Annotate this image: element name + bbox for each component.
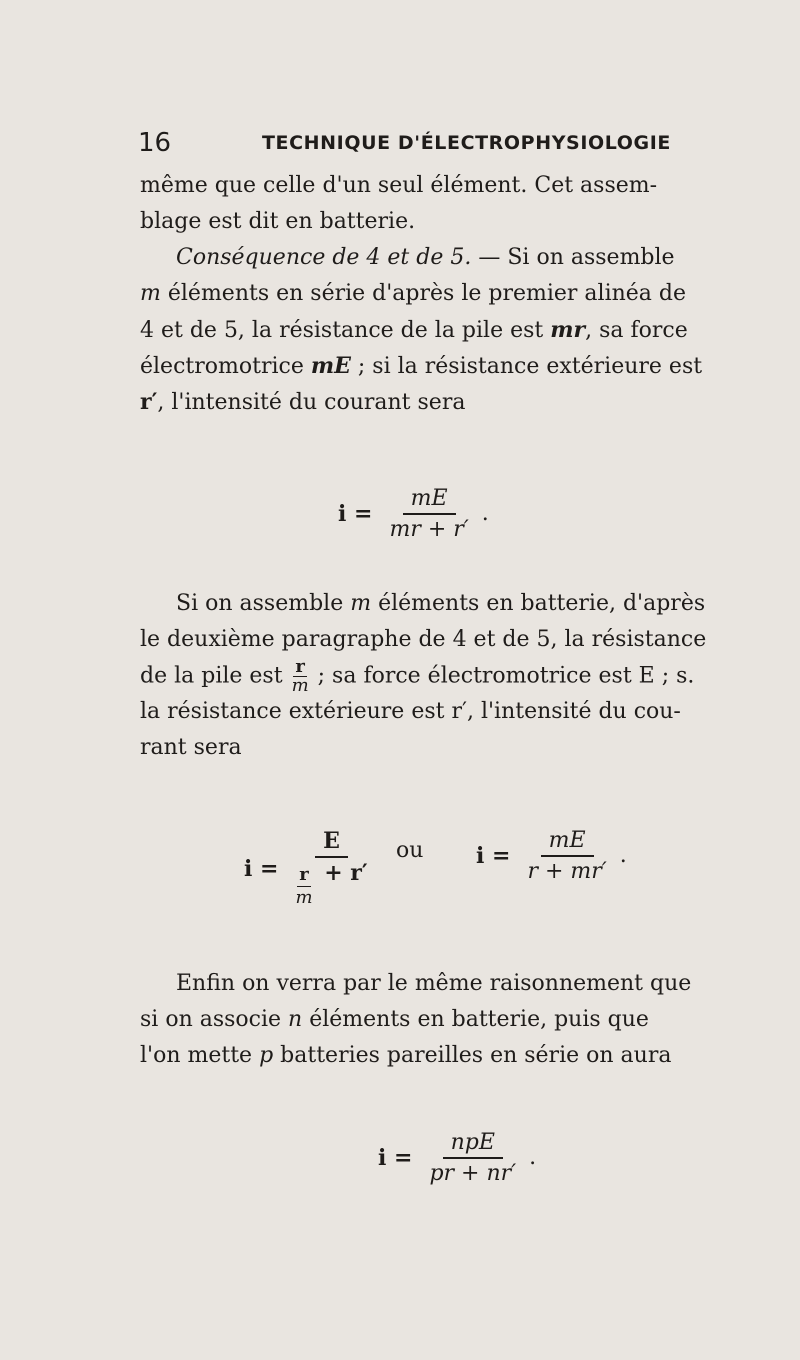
text-fragment: ; si la résistance extérieure est	[350, 354, 703, 379]
text-line: la résistance extérieure est r′, l'intensité du cou-	[140, 699, 681, 724]
text-fragment: ; sa force électromotrice est E ; s.	[310, 663, 695, 689]
text-line	[140, 348, 760, 384]
text-fragment: de la pile est	[140, 663, 290, 689]
text-line	[140, 276, 760, 312]
equation-3	[476, 828, 627, 884]
text-line: même que celle d'un seul élément. Cet assem-	[140, 173, 658, 198]
fraction-numerator: mE	[541, 828, 594, 857]
variable-n: n	[288, 1007, 303, 1032]
equation-lhs: i =	[378, 1145, 413, 1171]
fraction	[389, 486, 468, 542]
equation-period: .	[619, 843, 627, 868]
equation-lhs: i =	[244, 855, 279, 882]
running-head: TECHNIQUE D'ÉLECTROPHYSIOLOGIE	[262, 132, 671, 154]
nested-fraction-top: r	[299, 864, 309, 885]
variable-p: p	[259, 1043, 274, 1068]
text-fragment: Si on assemble	[176, 591, 351, 616]
fraction	[295, 828, 367, 909]
equation-period: .	[481, 501, 489, 526]
variable-r-prime: r′	[140, 389, 158, 415]
text-line: le deuxième paragraphe de 4 et de 5, la résistance	[140, 627, 707, 652]
inline-fraction-bottom: m	[291, 675, 309, 696]
text-fragment: électromotrice	[140, 354, 311, 379]
fraction-numerator: E	[315, 828, 348, 858]
fraction-denominator: r + mr′	[527, 859, 607, 884]
text-fragment: l'on mette	[140, 1043, 260, 1068]
text-fragment: — Si on assemble	[471, 245, 675, 270]
paragraph-3	[140, 966, 760, 1074]
fraction	[429, 1130, 516, 1186]
equation-period: .	[529, 1145, 537, 1170]
paragraph-2	[140, 586, 760, 766]
equation-2	[244, 828, 368, 909]
page-number: 16	[138, 128, 172, 158]
text-line	[140, 240, 760, 276]
page-header	[138, 128, 698, 160]
variable-mr: mr	[550, 317, 586, 343]
text-line	[140, 658, 760, 694]
fraction-denominator: pr + nr′	[429, 1161, 517, 1186]
text-line	[140, 586, 760, 622]
text-line	[140, 1038, 760, 1074]
text-fragment: , l'intensité du courant sera	[157, 390, 466, 415]
text-line	[140, 384, 760, 420]
variable-m: m	[140, 281, 161, 306]
equation-lhs: i =	[338, 501, 373, 527]
fraction	[527, 828, 606, 884]
text-line: rant sera	[140, 735, 242, 760]
inline-fraction-top: r	[295, 656, 305, 677]
text-line	[140, 1002, 760, 1038]
paragraph-1	[140, 168, 760, 420]
inline-fraction	[292, 658, 309, 695]
fraction-denominator: mr + r′	[389, 517, 469, 542]
text-fragment: , sa force	[585, 318, 688, 343]
variable-mE: mE	[310, 353, 351, 379]
nested-fraction	[295, 864, 312, 909]
text-fragment: batteries pareilles en série on aura	[273, 1043, 672, 1068]
text-line: Enfin on verra par le même raisonnement que	[176, 971, 692, 996]
text-line: blage est dit en batterie.	[140, 209, 416, 234]
text-fragment: si on associe	[140, 1007, 289, 1032]
text-fragment: éléments en batterie, puis que	[302, 1007, 649, 1032]
equation-4	[378, 1130, 536, 1186]
fraction-numerator: npE	[443, 1130, 503, 1159]
equation-lhs: i =	[476, 843, 511, 869]
fraction-denominator	[295, 858, 367, 909]
nested-fraction-bottom: m	[295, 887, 313, 908]
variable-m: m	[350, 591, 372, 616]
denominator-rest: + r′	[316, 860, 368, 886]
text-fragment: éléments en batterie, d'après	[371, 591, 706, 616]
text-line	[140, 312, 760, 348]
conjunction-ou: ou	[396, 838, 424, 863]
section-heading: Conséquence de 4 et de 5.	[176, 245, 472, 270]
equation-1	[338, 486, 489, 542]
text-fragment: 4 et de 5, la résistance de la pile est	[140, 318, 551, 343]
text-fragment: éléments en série d'après le premier alinéa de	[160, 281, 687, 306]
fraction-numerator: mE	[403, 486, 456, 515]
